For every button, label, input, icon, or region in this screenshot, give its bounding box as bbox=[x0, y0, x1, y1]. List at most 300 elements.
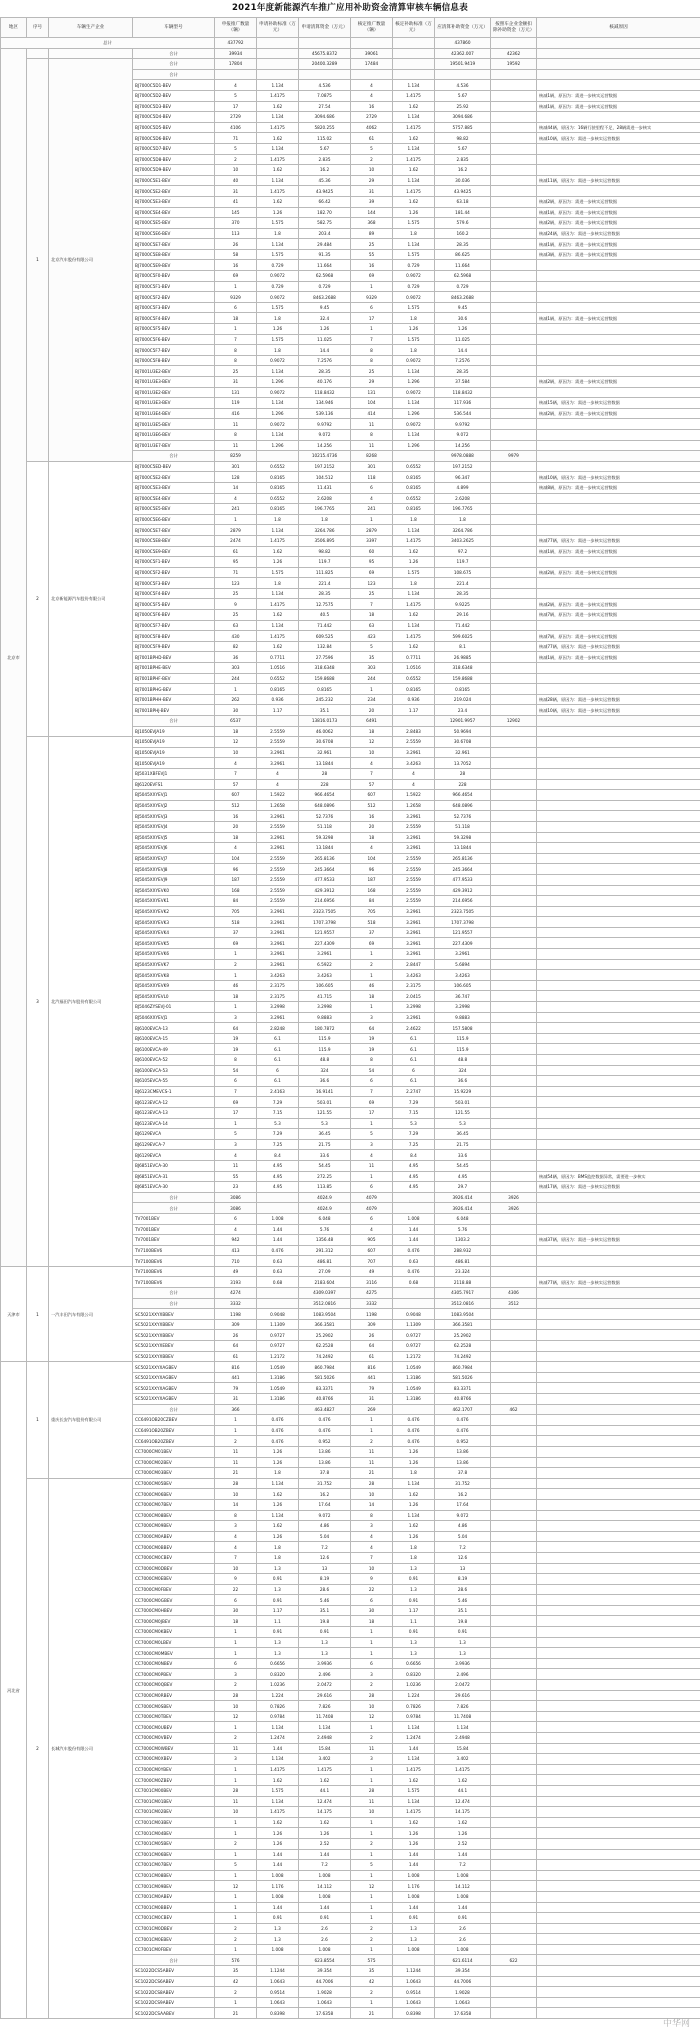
value-cell-ded: 3926 bbox=[491, 1192, 537, 1203]
value-cell-amt: 429.3912 bbox=[299, 885, 351, 896]
value-cell-amt: 31.752 bbox=[299, 1478, 351, 1489]
value-cell-std: 4.95 bbox=[257, 1160, 299, 1171]
model-cell: BJ5045XXYEVJ6 bbox=[133, 843, 215, 854]
value-cell-due: 13.86 bbox=[435, 1446, 491, 1457]
value-cell-ded bbox=[491, 1139, 537, 1150]
model-cell: 合计 bbox=[133, 48, 215, 59]
value-cell-ast: 1.26 bbox=[393, 1446, 435, 1457]
value-cell-std: 0.9072 bbox=[257, 419, 299, 430]
model-cell: CC7000CM0GBEV bbox=[133, 1595, 215, 1606]
value-cell-due: 599.6025 bbox=[435, 631, 491, 642]
reduction-reason-cell bbox=[537, 355, 700, 366]
model-cell: BJ7000C5D7-BEV bbox=[133, 143, 215, 154]
value-cell-ast: 2.5559 bbox=[393, 874, 435, 885]
model-cell: CC7000CM0DBEV bbox=[133, 1563, 215, 1574]
value-cell-ded bbox=[491, 1785, 537, 1796]
value-cell-amt: 3.2998 bbox=[299, 1002, 351, 1013]
value-cell-due: 74.2492 bbox=[435, 1351, 491, 1362]
value-cell-due: 1.44 bbox=[435, 1902, 491, 1913]
value-cell-an: 16 bbox=[351, 811, 393, 822]
reduction-reason-cell bbox=[537, 1775, 700, 1786]
value-cell-std: 3.2961 bbox=[257, 747, 299, 758]
value-cell-an: 18 bbox=[351, 832, 393, 843]
index-cell: 1 bbox=[27, 1362, 49, 1479]
reduction-reason-cell bbox=[537, 1658, 700, 1669]
reduction-reason-cell bbox=[537, 1203, 700, 1214]
value-cell-an: 2 bbox=[351, 1923, 393, 1934]
value-cell-n: 28 bbox=[215, 1478, 257, 1489]
value-cell-n: 4 bbox=[215, 493, 257, 504]
reduction-reason-cell: 核减1辆，原因为：需进一步核实运营数据 bbox=[537, 239, 700, 250]
reduction-reason-cell: 核减2辆，原因为：需进一步核实运营数据 bbox=[537, 196, 700, 207]
value-cell-n: 7 bbox=[215, 1552, 257, 1563]
value-cell-due: 17.6358 bbox=[435, 2008, 491, 2019]
reduction-reason-cell bbox=[537, 514, 700, 525]
value-cell-ded bbox=[491, 906, 537, 917]
value-cell-ded bbox=[491, 143, 537, 154]
value-cell-due: 59.3298 bbox=[435, 832, 491, 843]
model-cell: CC7000CM0MBEV bbox=[133, 1648, 215, 1659]
value-cell-amt: 27.54 bbox=[299, 101, 351, 112]
value-cell-due: 39.354 bbox=[435, 1966, 491, 1977]
value-cell-ast bbox=[393, 1192, 435, 1203]
reduction-reason-cell bbox=[537, 853, 700, 864]
value-cell-due: 86.625 bbox=[435, 249, 491, 260]
index-cell: 2 bbox=[27, 1478, 49, 2018]
value-cell-ast: 0.9072 bbox=[393, 387, 435, 398]
value-cell-due: 0.91 bbox=[435, 1913, 491, 1924]
model-cell: BJ7000C5F3-BEV bbox=[133, 302, 215, 313]
value-cell-std: 1.4175 bbox=[257, 90, 299, 101]
value-cell-ded bbox=[491, 398, 537, 409]
value-cell-due: 35.1 bbox=[435, 1605, 491, 1616]
model-cell: CC7000CM0WBEV bbox=[133, 1743, 215, 1754]
model-cell: CC6491OB20CZBEV bbox=[133, 1415, 215, 1426]
value-cell-std: 1.26 bbox=[257, 1828, 299, 1839]
value-cell-due: 3264.786 bbox=[435, 525, 491, 536]
value-cell-due: 4.899 bbox=[435, 482, 491, 493]
value-cell-std: 1.134 bbox=[257, 143, 299, 154]
value-cell-due: 30.036 bbox=[435, 175, 491, 186]
index-cell: 3 bbox=[27, 737, 49, 1267]
reduction-reason-cell bbox=[537, 1213, 700, 1224]
value-cell-std: 1.134 bbox=[257, 366, 299, 377]
value-cell-an: 18 bbox=[351, 1616, 393, 1627]
value-cell-n: 241 bbox=[215, 504, 257, 515]
reduction-reason-cell bbox=[537, 461, 700, 472]
value-cell-an: 6 bbox=[351, 1595, 393, 1606]
value-cell-an: 168 bbox=[351, 885, 393, 896]
value-cell-due: 30.6708 bbox=[435, 737, 491, 748]
value-cell-std: 0.68 bbox=[257, 1277, 299, 1288]
value-cell-ast: 1.134 bbox=[393, 525, 435, 536]
reduction-reason-cell bbox=[537, 970, 700, 981]
model-cell: BJ1050EVJA19 bbox=[133, 747, 215, 758]
model-cell: SC5021XXYXBBEV bbox=[133, 1309, 215, 1320]
reduction-reason-cell bbox=[537, 1351, 700, 1362]
value-cell-ast: 1.62 bbox=[393, 165, 435, 176]
value-cell-n: 17 bbox=[215, 1107, 257, 1118]
reduction-reason-cell bbox=[537, 1224, 700, 1235]
value-cell-ast: 1.296 bbox=[393, 408, 435, 419]
value-cell-ded bbox=[491, 1330, 537, 1341]
reduction-reason-cell bbox=[537, 1595, 700, 1606]
value-cell-an: 2 bbox=[351, 154, 393, 165]
value-cell-n: 95 bbox=[215, 557, 257, 568]
model-cell: CC7000CM02BEV bbox=[133, 1457, 215, 1468]
value-cell-n: 30 bbox=[215, 1605, 257, 1616]
value-cell-std: 1.26 bbox=[257, 557, 299, 568]
value-cell-an: 61 bbox=[351, 1351, 393, 1362]
value-cell-ast bbox=[393, 1288, 435, 1299]
value-cell-n: 6 bbox=[215, 302, 257, 313]
reduction-reason-cell bbox=[537, 620, 700, 631]
reduction-reason-cell bbox=[537, 991, 700, 1002]
model-cell: CC6491OB20ZBEV bbox=[133, 1436, 215, 1447]
reduction-reason-cell bbox=[537, 1012, 700, 1023]
value-cell-ast: 1.134 bbox=[393, 239, 435, 250]
value-cell-ast: 1.4175 bbox=[393, 535, 435, 546]
value-cell-n: 11 bbox=[215, 419, 257, 430]
value-cell-due: 1.62 bbox=[435, 1775, 491, 1786]
value-cell-ast: 1.1 bbox=[393, 1616, 435, 1627]
value-cell-an: 6 bbox=[351, 482, 393, 493]
value-cell-n: 1 bbox=[215, 1118, 257, 1129]
value-cell-ded bbox=[491, 1870, 537, 1881]
reduction-reason-cell bbox=[537, 843, 700, 854]
value-cell-amt: 43.9425 bbox=[299, 186, 351, 197]
value-cell-amt: 45675.8372 bbox=[299, 48, 351, 59]
value-cell-ded bbox=[491, 1552, 537, 1563]
value-cell-n: 2 bbox=[215, 1733, 257, 1744]
value-cell-amt: 32.961 bbox=[299, 747, 351, 758]
value-cell-an: 26 bbox=[351, 1330, 393, 1341]
value-cell-n: 441 bbox=[215, 1372, 257, 1383]
value-cell-n: 6 bbox=[215, 1595, 257, 1606]
value-cell-an: 29 bbox=[351, 377, 393, 388]
value-cell-due: 157.5808 bbox=[435, 1023, 491, 1034]
value-cell-amt: 29.484 bbox=[299, 239, 351, 250]
value-cell-amt: 44.1 bbox=[299, 1785, 351, 1796]
value-cell-due: 36.6 bbox=[435, 1076, 491, 1087]
value-cell-ast: 1.4175 bbox=[393, 1764, 435, 1775]
value-cell-ded bbox=[491, 1245, 537, 1256]
value-cell-n: 1 bbox=[215, 1913, 257, 1924]
value-cell-std: 1.134 bbox=[257, 398, 299, 409]
subtotal-row bbox=[1, 59, 700, 70]
value-cell-n: 18 bbox=[215, 991, 257, 1002]
value-cell-an: 118 bbox=[351, 472, 393, 483]
value-cell-an: 7 bbox=[351, 1552, 393, 1563]
value-cell-std bbox=[257, 716, 299, 727]
reduction-reason-cell: 核减1辆，原因为：需进一步核实运营数据 bbox=[537, 546, 700, 557]
value-cell-n: 1 bbox=[215, 949, 257, 960]
reduction-reason-cell bbox=[537, 1436, 700, 1447]
value-cell-std: 0.476 bbox=[257, 1425, 299, 1436]
model-cell: BJ5045XXYEVK1 bbox=[133, 896, 215, 907]
value-cell-ast: 0.91 bbox=[393, 1627, 435, 1638]
grand-total-deducted bbox=[491, 38, 537, 49]
value-cell-ast: 1.575 bbox=[393, 567, 435, 578]
value-cell-amt: 54.45 bbox=[299, 1160, 351, 1171]
model-cell: SC1022DCS5ABEV bbox=[133, 1966, 215, 1977]
value-cell-ast: 8.4 bbox=[393, 1150, 435, 1161]
value-cell-an: 4079 bbox=[351, 1203, 393, 1214]
value-cell-due: 245.3664 bbox=[435, 864, 491, 875]
value-cell-an: 96 bbox=[351, 864, 393, 875]
value-cell-due: 12.474 bbox=[435, 1796, 491, 1807]
value-cell-an: 12 bbox=[351, 737, 393, 748]
value-cell-std: 1.26 bbox=[257, 1531, 299, 1542]
value-cell-an: 4062 bbox=[351, 122, 393, 133]
model-cell: CC7001CM01BEV bbox=[133, 1796, 215, 1807]
value-cell-due: 97.2 bbox=[435, 546, 491, 557]
value-cell-std: 3.2961 bbox=[257, 832, 299, 843]
model-cell: BJ7000C5F4-BEV bbox=[133, 313, 215, 324]
reduction-reason-cell bbox=[537, 737, 700, 748]
value-cell-an: 1 bbox=[351, 1849, 393, 1860]
value-cell-amt: 121.55 bbox=[299, 1107, 351, 1118]
reduction-reason-cell bbox=[537, 864, 700, 875]
value-cell-an: 89 bbox=[351, 228, 393, 239]
value-cell-ded bbox=[491, 1796, 537, 1807]
value-cell-ded bbox=[491, 1881, 537, 1892]
value-cell-std: 1.3 bbox=[257, 1637, 299, 1648]
value-cell-amt: 1083.9504 bbox=[299, 1309, 351, 1320]
value-cell-an: 269 bbox=[351, 1404, 393, 1415]
value-cell-due: 30.6 bbox=[435, 313, 491, 324]
reduction-reason-cell bbox=[537, 1881, 700, 1892]
model-cell: CC7000CM05BEV bbox=[133, 1478, 215, 1489]
value-cell-ast: 0.8165 bbox=[393, 472, 435, 483]
value-cell-n: 2 bbox=[215, 1987, 257, 1998]
column-header: 按照车企业金额扣除补助资金（万元） bbox=[491, 18, 537, 38]
reduction-reason-cell bbox=[537, 1160, 700, 1171]
reduction-reason-cell bbox=[537, 1298, 700, 1309]
value-cell-ast: 0.9072 bbox=[393, 292, 435, 303]
reduction-reason-cell bbox=[537, 673, 700, 684]
value-cell-an: 1 bbox=[351, 324, 393, 335]
value-cell-an: 4 bbox=[351, 843, 393, 854]
value-cell-amt: 4024.9 bbox=[299, 1192, 351, 1203]
value-cell-ast: 0.9072 bbox=[393, 271, 435, 282]
value-cell-ast: 0.9784 bbox=[393, 1711, 435, 1722]
value-cell-n: 14 bbox=[215, 482, 257, 493]
value-cell-n: 18 bbox=[215, 1616, 257, 1627]
model-cell: 合计 bbox=[133, 1288, 215, 1299]
value-cell-amt: 132.84 bbox=[299, 641, 351, 652]
reduction-reason-cell: 核减44辆，原因为：16辆行驶里程不足，28辆需进一步核实 bbox=[537, 122, 700, 133]
value-cell-due: 3403.2625 bbox=[435, 535, 491, 546]
value-cell-due: 16.2 bbox=[435, 1489, 491, 1500]
value-cell-an: 303 bbox=[351, 663, 393, 674]
value-cell-due: 1.44 bbox=[435, 1849, 491, 1860]
value-cell-amt: 62.5968 bbox=[299, 271, 351, 282]
value-cell-ded bbox=[491, 917, 537, 928]
reduction-reason-cell bbox=[537, 419, 700, 430]
model-cell: 合计 bbox=[133, 1192, 215, 1203]
value-cell-ded bbox=[491, 1944, 537, 1955]
value-cell-an: 301 bbox=[351, 461, 393, 472]
value-cell-amt: 14.4 bbox=[299, 345, 351, 356]
value-cell-amt: 8463.2688 bbox=[299, 292, 351, 303]
reduction-reason-cell bbox=[537, 345, 700, 356]
value-cell-ast: 2.5559 bbox=[393, 885, 435, 896]
value-cell-due: 121.9557 bbox=[435, 927, 491, 938]
value-cell-amt: 2.6 bbox=[299, 1923, 351, 1934]
value-cell-std: 1.4175 bbox=[257, 1807, 299, 1818]
value-cell-ast: 1.134 bbox=[393, 1510, 435, 1521]
value-cell-due: 160.2 bbox=[435, 228, 491, 239]
value-cell-amt: 860.7984 bbox=[299, 1362, 351, 1373]
value-cell-an: 6 bbox=[351, 1076, 393, 1087]
value-cell-n: 57 bbox=[215, 779, 257, 790]
value-cell-std bbox=[257, 1288, 299, 1299]
value-cell-an: 7 bbox=[351, 334, 393, 345]
reduction-reason-cell bbox=[537, 1690, 700, 1701]
value-cell-amt: 35.1 bbox=[299, 1605, 351, 1616]
value-cell-due: 2.4948 bbox=[435, 1733, 491, 1744]
value-cell-n: 3193 bbox=[215, 1277, 257, 1288]
value-cell-ded bbox=[491, 1934, 537, 1945]
value-cell-ast: 1.134 bbox=[393, 398, 435, 409]
value-cell-an: 30 bbox=[351, 1605, 393, 1616]
value-cell-due: 119.7 bbox=[435, 557, 491, 568]
value-cell-an: 104 bbox=[351, 853, 393, 864]
reduction-reason-cell bbox=[537, 949, 700, 960]
value-cell-std: 1.134 bbox=[257, 1478, 299, 1489]
value-cell-ded bbox=[491, 1055, 537, 1066]
value-cell-ded bbox=[491, 1605, 537, 1616]
reduction-reason-cell bbox=[537, 1478, 700, 1489]
value-cell-ast: 1.4175 bbox=[393, 631, 435, 642]
value-cell-due: 0.952 bbox=[435, 1436, 491, 1447]
value-cell-std: 1.8 bbox=[257, 514, 299, 525]
value-cell-std: 0.63 bbox=[257, 1266, 299, 1277]
reduction-reason-cell bbox=[537, 525, 700, 536]
model-cell: SC5021XXYXBBEV bbox=[133, 1319, 215, 1330]
value-cell-an: 131 bbox=[351, 387, 393, 398]
value-cell-ded bbox=[491, 768, 537, 779]
value-cell-amt: 1.44 bbox=[299, 1902, 351, 1913]
column-header: 核定补助标准（万元） bbox=[393, 18, 435, 38]
value-cell-ded bbox=[491, 790, 537, 801]
value-cell-n: 309 bbox=[215, 1319, 257, 1330]
reduction-reason-cell bbox=[537, 927, 700, 938]
value-cell-n: 942 bbox=[215, 1235, 257, 1246]
value-cell-std: 1.17 bbox=[257, 1605, 299, 1616]
reduction-reason-cell bbox=[537, 1934, 700, 1945]
value-cell-n: 11 bbox=[215, 1160, 257, 1171]
value-cell-amt: 1.9028 bbox=[299, 1987, 351, 1998]
model-cell: BJ7000C5F1-BEV bbox=[133, 557, 215, 568]
value-cell-n: 1 bbox=[215, 1870, 257, 1881]
value-cell-n: 23 bbox=[215, 1182, 257, 1193]
value-cell-due: 966.4654 bbox=[435, 790, 491, 801]
value-cell-an: 28 bbox=[351, 1478, 393, 1489]
reduction-reason-cell bbox=[537, 1966, 700, 1977]
value-cell-ded bbox=[491, 1860, 537, 1871]
value-cell-ded bbox=[491, 737, 537, 748]
value-cell-amt: 197.2152 bbox=[299, 461, 351, 472]
reduction-reason-cell bbox=[537, 1150, 700, 1161]
model-cell: CC7001CM04BEV bbox=[133, 1828, 215, 1839]
value-cell-ded bbox=[491, 705, 537, 716]
reduction-reason-cell bbox=[537, 1913, 700, 1924]
value-cell-due: 28.35 bbox=[435, 239, 491, 250]
model-cell: SC5021XXYXEBEV bbox=[133, 1341, 215, 1352]
value-cell-an: 39 bbox=[351, 196, 393, 207]
value-cell-n: 18 bbox=[215, 313, 257, 324]
reduction-reason-cell bbox=[537, 1701, 700, 1712]
value-cell-std: 2.4163 bbox=[257, 1086, 299, 1097]
value-cell-due: 7.2 bbox=[435, 1542, 491, 1553]
model-cell: BJ7000C5F6-BEV bbox=[133, 610, 215, 621]
value-cell-ast: 1.62 bbox=[393, 641, 435, 652]
value-cell-std: 2.5559 bbox=[257, 726, 299, 737]
model-cell: BJ6100EVCA-53 bbox=[133, 1065, 215, 1076]
value-cell-n: 31 bbox=[215, 1394, 257, 1405]
model-cell: BJ5045XXYEVK4 bbox=[133, 927, 215, 938]
value-cell-amt: 11.7408 bbox=[299, 1711, 351, 1722]
value-cell-std: 1.134 bbox=[257, 429, 299, 440]
value-cell-amt: 16.2 bbox=[299, 1489, 351, 1500]
value-cell-due: 28.35 bbox=[435, 588, 491, 599]
value-cell-due: 16.2 bbox=[435, 165, 491, 176]
model-cell: BJ7000C5E7-BEV bbox=[133, 239, 215, 250]
value-cell-due: 9.45 bbox=[435, 302, 491, 313]
value-cell-an: 10 bbox=[351, 1807, 393, 1818]
value-cell-n: 25 bbox=[215, 610, 257, 621]
value-cell-an: 1 bbox=[351, 1171, 393, 1182]
value-cell-ded bbox=[491, 1256, 537, 1267]
value-cell-n: 9 bbox=[215, 1574, 257, 1585]
model-cell: BJ5046XXYEVJ1 bbox=[133, 1012, 215, 1023]
model-cell: CC7000CM0XBEV bbox=[133, 1754, 215, 1765]
value-cell-n: 7 bbox=[215, 334, 257, 345]
value-cell-ded bbox=[491, 949, 537, 960]
value-cell-an: 104 bbox=[351, 398, 393, 409]
value-cell-ded: 462 bbox=[491, 1404, 537, 1415]
model-cell: CC7000CM0CBEV bbox=[133, 1552, 215, 1563]
value-cell-n: 104 bbox=[215, 853, 257, 864]
value-cell-ded bbox=[491, 1764, 537, 1775]
value-cell-an: 575 bbox=[351, 1955, 393, 1966]
value-cell-amt: 91.35 bbox=[299, 249, 351, 260]
value-cell-std: 1.62 bbox=[257, 1521, 299, 1532]
grand-total-declared: 437792 bbox=[215, 38, 257, 49]
value-cell-ded bbox=[491, 366, 537, 377]
value-cell-ast: 7.29 bbox=[393, 1129, 435, 1140]
model-cell: BJ5045XXYEVK3 bbox=[133, 917, 215, 928]
value-cell-n: 64 bbox=[215, 1341, 257, 1352]
value-cell-std: 0.476 bbox=[257, 1245, 299, 1256]
value-cell-std: 3.2961 bbox=[257, 906, 299, 917]
reduction-reason-cell bbox=[537, 768, 700, 779]
value-cell-ded bbox=[491, 239, 537, 250]
model-cell: 合计 bbox=[133, 716, 215, 727]
value-cell-ded bbox=[491, 1266, 537, 1277]
value-cell-ast: 3.2998 bbox=[393, 1002, 435, 1013]
value-cell-amt: 3.4263 bbox=[299, 970, 351, 981]
value-cell-ded bbox=[491, 959, 537, 970]
model-cell: BJ5045XXYEVJ2 bbox=[133, 800, 215, 811]
value-cell-n: 16 bbox=[215, 811, 257, 822]
model-cell: 合计 bbox=[133, 59, 215, 70]
value-cell-ded bbox=[491, 1457, 537, 1468]
value-cell-ded: 42362 bbox=[491, 48, 537, 59]
value-cell-n: 16 bbox=[215, 260, 257, 271]
